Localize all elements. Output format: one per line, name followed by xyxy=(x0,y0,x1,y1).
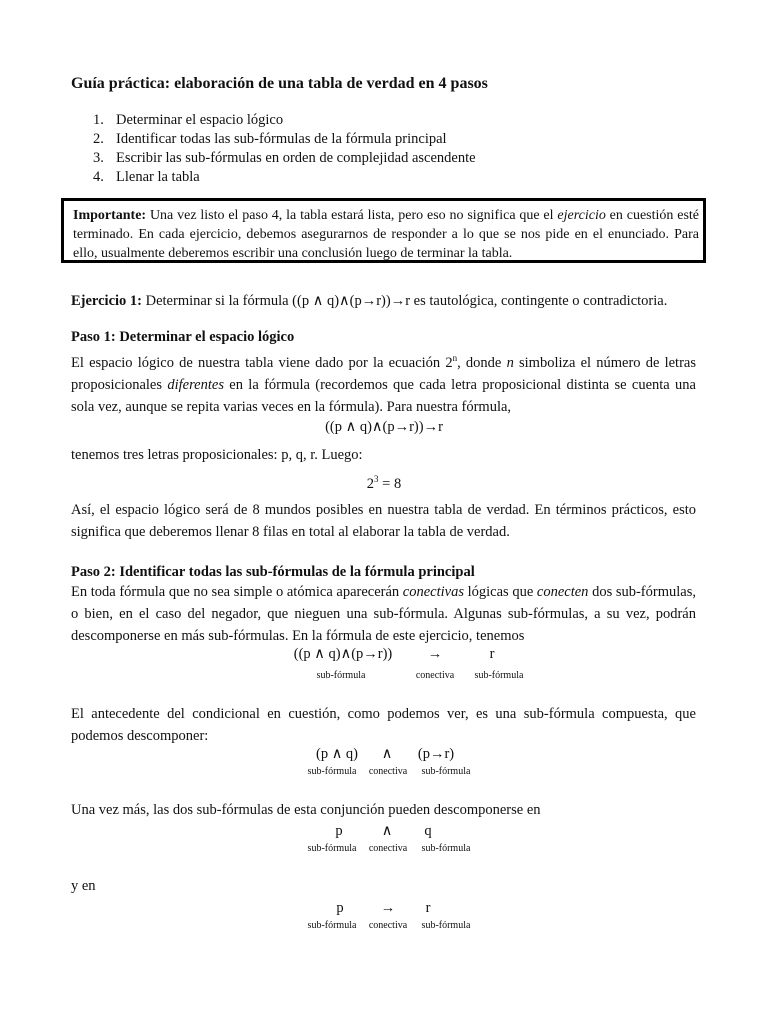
subformula-label: sub-fórmula xyxy=(316,670,366,681)
connective: ∧ xyxy=(381,823,393,839)
connective: → xyxy=(380,900,396,916)
decomposition-1 xyxy=(0,646,768,686)
step1-paragraph-1 xyxy=(71,347,696,418)
subformula: r xyxy=(425,900,431,916)
exercise-text: Determinar si la fórmula ((p ∧ q)∧(p→r))→r es tautológica, contingente o contradictoria. xyxy=(142,293,668,309)
emphasis: conectivas xyxy=(402,584,464,600)
subformula-label: sub-fórmula xyxy=(421,843,471,854)
subformula-label: sub-fórmula xyxy=(307,920,357,931)
formula-display: ((p ∧ q)∧(p→r))→r xyxy=(325,419,443,435)
step1-heading xyxy=(71,329,294,346)
text-part: El espacio lógico de nuestra tabla viene dado por la ecuación 2 xyxy=(71,354,453,371)
list-number: 1. xyxy=(93,112,104,128)
important-text-part: Una vez listo el paso 4, la tabla estará lista, pero eso no significa que el xyxy=(146,208,558,223)
list-text: Escribir las sub-fórmulas en orden de complejidad ascendente xyxy=(116,150,476,166)
list-item xyxy=(93,111,476,130)
subformula: r xyxy=(489,646,495,662)
subformula: (p ∧ q) xyxy=(315,746,359,762)
connective-label: conectiva xyxy=(368,843,408,854)
list-text: Identificar todas las sub-fórmulas de la fórmula principal xyxy=(116,131,447,147)
text-part: , donde xyxy=(457,354,507,371)
step2-paragraph-1 xyxy=(71,581,696,647)
step2-heading xyxy=(71,564,475,581)
subformula: p xyxy=(335,823,343,839)
step1-paragraph-3: Así, el espacio lógico será de 8 mundos posibles en nuestra tabla de verdad. En términos prácticos, esto significa que deberemos llenar 8 filas en total al elaborar la tabla de verdad. xyxy=(71,502,696,540)
step2-paragraph-3: Una vez más, las dos sub-fórmulas de esta conjunción pueden descomponerse en xyxy=(71,802,541,818)
important-emphasis: ejercicio xyxy=(557,208,606,223)
steps-list xyxy=(93,111,476,187)
connective-label: conectiva xyxy=(415,670,455,681)
eq-rest: = 8 xyxy=(378,475,402,492)
list-number: 3. xyxy=(93,150,104,166)
eq-base: 2 xyxy=(366,475,375,492)
important-text-part: en cuestión esté terminado. En cada ejercicio, debemos asegurarnos de responder a lo que se nos pide en el enunciado. Para ello, usualmente deberemos escribir una conclusión luego de terminar la tabla. xyxy=(73,208,700,261)
subformula: ((p ∧ q)∧(p→r)) xyxy=(293,646,393,662)
step1-paragraph-2: tenemos tres letras proposicionales: p, q, r. Luego: xyxy=(71,447,363,463)
list-text: Determinar el espacio lógico xyxy=(116,112,284,128)
subformula: q xyxy=(424,823,432,839)
exercise-statement xyxy=(71,293,667,310)
connective: ∧ xyxy=(381,746,393,762)
subformula: (p→r) xyxy=(417,746,455,762)
subformula-label: sub-fórmula xyxy=(421,766,471,777)
list-number: 2. xyxy=(93,131,104,147)
subformula: p xyxy=(336,900,344,916)
list-item xyxy=(93,149,476,168)
list-item xyxy=(93,168,476,187)
text-part: lógicas que xyxy=(464,584,537,600)
list-number: 4. xyxy=(93,169,104,185)
connective-label: conectiva xyxy=(368,766,408,777)
step1-heading-text: Paso 1: Determinar el espacio lógico xyxy=(71,329,295,345)
decomposition-3 xyxy=(0,823,768,857)
step2-paragraph-4: y en xyxy=(71,878,96,894)
decomposition-4 xyxy=(0,900,768,934)
text-part: en la fórmula (recordemos que cada letra proposicional distinta se cuenta una sola vez, aunque se repita varias veces en la fórmula). Para nuestra fórmula, xyxy=(71,376,696,415)
text-part: simboliza el número de letras proposicionales xyxy=(71,354,696,393)
subformula-label: sub-fórmula xyxy=(421,920,471,931)
eq-exponent: 3 xyxy=(374,474,379,484)
page-title: Guía práctica: elaboración de una tabla de verdad en 4 pasos xyxy=(71,75,488,92)
subformula-label: sub-fórmula xyxy=(307,843,357,854)
subformula-label: sub-fórmula xyxy=(474,670,524,681)
step2-heading-text: Paso 2: Identificar todas las sub-fórmulas de la fórmula principal xyxy=(71,564,475,580)
equation-display xyxy=(0,474,768,493)
subformula-label: sub-fórmula xyxy=(307,766,357,777)
emphasis: n xyxy=(506,354,514,371)
emphasis: conecten xyxy=(536,584,589,600)
connective: → xyxy=(427,646,443,662)
text-part: En toda fórmula que no sea simple o atómica aparecerán xyxy=(71,584,403,600)
emphasis: diferentes xyxy=(167,376,224,393)
superscript: n xyxy=(452,353,458,363)
connective-label: conectiva xyxy=(368,920,408,931)
list-item xyxy=(93,130,476,149)
step2-paragraph-2: El antecedente del condicional en cuestión, como podemos ver, es una sub-fórmula compuesta, que podemos descomponer: xyxy=(71,706,696,744)
important-text xyxy=(73,206,699,263)
list-text: Llenar la tabla xyxy=(116,169,200,185)
decomposition-2 xyxy=(0,746,768,780)
important-box xyxy=(61,198,706,263)
important-label: Importante: xyxy=(73,208,147,223)
text-part: dos sub-fórmulas, o bien, en el caso del negador, que nieguen una sub-fórmula. Algunas sub-fórmulas, a su vez, podrán descomponerse en más sub-fórmulas. En la fórmula de este ejercicio, tenemos xyxy=(71,584,696,644)
exercise-label: Ejercicio 1: xyxy=(71,293,142,309)
